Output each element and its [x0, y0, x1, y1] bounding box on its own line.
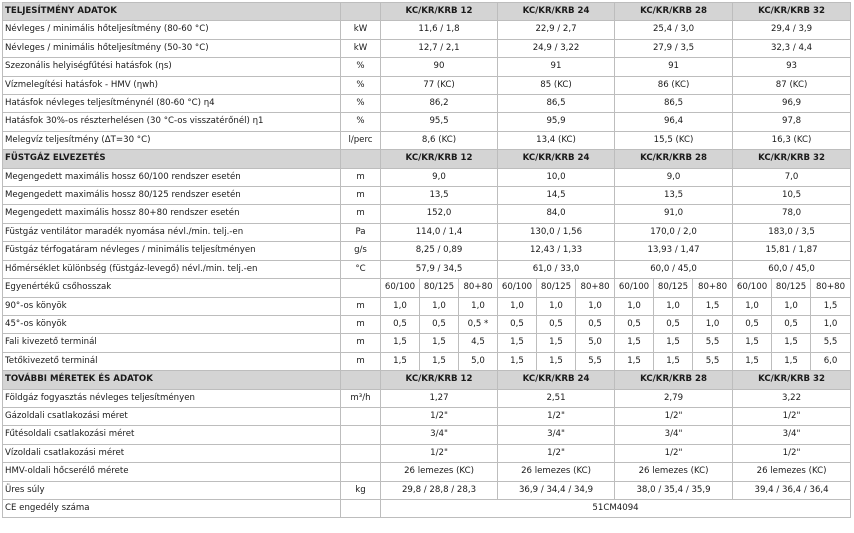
row-unit: % [341, 58, 381, 76]
row-value: 114,0 / 1,4 [381, 223, 498, 241]
row-label: Megengedett maximális hossz 80/125 rendszer esetén [3, 187, 341, 205]
row-value: 0,5 [733, 315, 772, 333]
table-row [3, 297, 851, 315]
row-value: 0,5 [537, 315, 576, 333]
row-value: 1,5 [811, 297, 851, 315]
row-value: 1/2" [615, 444, 733, 462]
row-value: 1,5 [654, 334, 693, 352]
row-label: Névleges / minimális hőteljesítmény (80-60 °C) [3, 21, 341, 39]
row-value: 9,0 [381, 168, 498, 186]
subheader-unit [341, 279, 381, 297]
row-unit: % [341, 76, 381, 94]
row-value: 13,5 [381, 187, 498, 205]
row-value: 1,5 [420, 334, 459, 352]
row-label: Hatásfok névleges teljesítménynél (80-60 °C) η4 [3, 95, 341, 113]
row-value: 0,5 [615, 315, 654, 333]
row-value: 1,5 [615, 352, 654, 370]
ce-label: CE engedély száma [3, 499, 341, 517]
model-header: KC/KR/KRB 12 [381, 3, 498, 21]
row-value: 97,8 [733, 113, 851, 131]
model-header: KC/KR/KRB 28 [615, 371, 733, 389]
row-value: 96,4 [615, 113, 733, 131]
subheader-col: 80+80 [693, 279, 733, 297]
row-value: 0,5 [772, 315, 811, 333]
row-value: 3,22 [733, 389, 851, 407]
subheader-col: 60/100 [498, 279, 537, 297]
row-label: Megengedett maximális hossz 60/100 rendszer esetén [3, 168, 341, 186]
row-value: 32,3 / 4,4 [733, 39, 851, 57]
row-unit [341, 426, 381, 444]
row-value: 38,0 / 35,4 / 35,9 [615, 481, 733, 499]
row-value: 1,0 [537, 297, 576, 315]
section-header [3, 3, 851, 21]
row-unit: m³/h [341, 389, 381, 407]
row-value: 10,0 [498, 168, 615, 186]
model-header: KC/KR/KRB 24 [498, 150, 615, 168]
row-value: 1,0 [615, 297, 654, 315]
row-value: 24,9 / 3,22 [498, 39, 615, 57]
row-value: 0,5 [498, 315, 537, 333]
row-unit [341, 407, 381, 425]
row-unit [341, 444, 381, 462]
row-value: 26 lemezes (KC) [381, 463, 498, 481]
table-row [3, 426, 851, 444]
row-value: 60,0 / 45,0 [615, 260, 733, 278]
ce-value: 51CM4094 [381, 499, 851, 517]
model-header: KC/KR/KRB 28 [615, 3, 733, 21]
table-row [3, 76, 851, 94]
row-unit: kW [341, 21, 381, 39]
row-value: 8,25 / 0,89 [381, 242, 498, 260]
row-value: 15,81 / 1,87 [733, 242, 851, 260]
row-label: Vízmelegítési hatásfok - HMV (ηwh) [3, 76, 341, 94]
subheader-label: Egyenértékű csőhosszak [3, 279, 341, 297]
row-value: 5,0 [576, 334, 615, 352]
section-title: FÜSTGÁZ ELVEZETÉS [3, 150, 341, 168]
row-label: Melegvíz teljesítmény (ΔT=30 °C) [3, 131, 341, 149]
table-row [3, 463, 851, 481]
row-value: 91 [615, 58, 733, 76]
row-value: 1,5 [381, 352, 420, 370]
row-value: 13,5 [615, 187, 733, 205]
subheader-row [3, 279, 851, 297]
row-unit: kg [341, 481, 381, 499]
row-value: 1/2" [381, 407, 498, 425]
row-value: 1/2" [733, 444, 851, 462]
row-label: Hőmérséklet különbség (füstgáz-levegő) névl./min. telj.-en [3, 260, 341, 278]
table-row [3, 39, 851, 57]
row-value: 1,5 [498, 352, 537, 370]
row-value: 26 lemezes (KC) [498, 463, 615, 481]
section-unit-header [341, 371, 381, 389]
row-value: 26 lemezes (KC) [615, 463, 733, 481]
row-value: 4,5 [459, 334, 498, 352]
model-header: KC/KR/KRB 32 [733, 150, 851, 168]
row-value: 91 [498, 58, 615, 76]
row-unit: m [341, 334, 381, 352]
row-value: 1,5 [693, 297, 733, 315]
subheader-col: 60/100 [615, 279, 654, 297]
row-value: 1/2" [615, 407, 733, 425]
row-value: 1,5 [654, 352, 693, 370]
row-value: 1,0 [693, 315, 733, 333]
table-row [3, 58, 851, 76]
row-value: 1/2" [733, 407, 851, 425]
row-value: 61,0 / 33,0 [498, 260, 615, 278]
row-value: 130,0 / 1,56 [498, 223, 615, 241]
row-unit: m [341, 315, 381, 333]
table-row [3, 352, 851, 370]
row-value: 183,0 / 3,5 [733, 223, 851, 241]
row-value: 1/2" [498, 444, 615, 462]
row-value: 77 (KC) [381, 76, 498, 94]
table-row [3, 334, 851, 352]
table-row [3, 205, 851, 223]
section-title: TELJESÍTMÉNY ADATOK [3, 3, 341, 21]
row-unit: Pa [341, 223, 381, 241]
row-value: 85 (KC) [498, 76, 615, 94]
row-value: 1,5 [537, 334, 576, 352]
row-value: 12,7 / 2,1 [381, 39, 498, 57]
table-row [3, 95, 851, 113]
row-value: 14,5 [498, 187, 615, 205]
row-value: 39,4 / 36,4 / 36,4 [733, 481, 851, 499]
row-value: 29,4 / 3,9 [733, 21, 851, 39]
row-value: 86,5 [498, 95, 615, 113]
row-value: 27,9 / 3,5 [615, 39, 733, 57]
row-value: 1,5 [733, 352, 772, 370]
row-value: 25,4 / 3,0 [615, 21, 733, 39]
table-row [3, 481, 851, 499]
row-value: 13,4 (KC) [498, 131, 615, 149]
row-label: Megengedett maximális hossz 80+80 rendszer esetén [3, 205, 341, 223]
section-unit-header [341, 3, 381, 21]
row-value: 13,93 / 1,47 [615, 242, 733, 260]
row-value: 0,5 [654, 315, 693, 333]
row-unit: m [341, 168, 381, 186]
row-value: 1,0 [498, 297, 537, 315]
row-value: 96,9 [733, 95, 851, 113]
row-value: 91,0 [615, 205, 733, 223]
row-unit: m [341, 297, 381, 315]
row-value: 1,5 [420, 352, 459, 370]
row-value: 15,5 (KC) [615, 131, 733, 149]
row-label: Gázoldali csatlakozási méret [3, 407, 341, 425]
subheader-col: 80/125 [772, 279, 811, 297]
row-value: 5,5 [811, 334, 851, 352]
row-unit: g/s [341, 242, 381, 260]
row-label: Hatásfok 30%-os részterhelésen (30 °C-os visszatérőnél) η1 [3, 113, 341, 131]
row-value: 1,0 [811, 315, 851, 333]
table-row [3, 389, 851, 407]
row-value: 1,0 [772, 297, 811, 315]
table-row [3, 21, 851, 39]
row-value: 10,5 [733, 187, 851, 205]
row-label: Fűtésoldali csatlakozási méret [3, 426, 341, 444]
table-row [3, 223, 851, 241]
row-unit: % [341, 113, 381, 131]
row-value: 3/4" [733, 426, 851, 444]
subheader-col: 60/100 [733, 279, 772, 297]
subheader-col: 80/125 [420, 279, 459, 297]
row-value: 0,5 * [459, 315, 498, 333]
row-value: 16,3 (KC) [733, 131, 851, 149]
row-value: 1,5 [772, 334, 811, 352]
table-row [3, 113, 851, 131]
row-value: 1,0 [459, 297, 498, 315]
row-unit: m [341, 205, 381, 223]
row-label: Üres súly [3, 481, 341, 499]
row-value: 1,27 [381, 389, 498, 407]
row-value: 86,5 [615, 95, 733, 113]
row-value: 8,6 (KC) [381, 131, 498, 149]
row-value: 5,5 [576, 352, 615, 370]
subheader-col: 80+80 [811, 279, 851, 297]
row-label: 90°-os könyök [3, 297, 341, 315]
row-value: 152,0 [381, 205, 498, 223]
row-label: Tetőkivezető terminál [3, 352, 341, 370]
section-title: TOVÁBBI MÉRETEK ÉS ADATOK [3, 371, 341, 389]
subheader-col: 80/125 [537, 279, 576, 297]
table-row [3, 260, 851, 278]
row-value: 1,0 [576, 297, 615, 315]
table-row [3, 187, 851, 205]
row-label: HMV-oldali hőcserélő mérete [3, 463, 341, 481]
model-header: KC/KR/KRB 12 [381, 150, 498, 168]
row-value: 11,6 / 1,8 [381, 21, 498, 39]
row-value: 0,5 [381, 315, 420, 333]
row-unit: m [341, 352, 381, 370]
row-value: 7,0 [733, 168, 851, 186]
row-value: 29,8 / 28,8 / 28,3 [381, 481, 498, 499]
row-value: 57,9 / 34,5 [381, 260, 498, 278]
row-value: 5,5 [693, 334, 733, 352]
row-value: 90 [381, 58, 498, 76]
row-value: 1,0 [654, 297, 693, 315]
row-value: 1/2" [498, 407, 615, 425]
row-label: Névleges / minimális hőteljesítmény (50-30 °C) [3, 39, 341, 57]
row-label: Füstgáz ventilátor maradék nyomása névl./min. telj.-en [3, 223, 341, 241]
row-value: 5,0 [459, 352, 498, 370]
row-value: 95,5 [381, 113, 498, 131]
row-unit: l/perc [341, 131, 381, 149]
row-value: 1,5 [615, 334, 654, 352]
row-unit: °C [341, 260, 381, 278]
row-label: Szezonális helyiségfűtési hatásfok (ηs) [3, 58, 341, 76]
subheader-col: 60/100 [381, 279, 420, 297]
row-value: 1,5 [772, 352, 811, 370]
row-value: 1,5 [381, 334, 420, 352]
table-row [3, 242, 851, 260]
section-header [3, 150, 851, 168]
row-value: 84,0 [498, 205, 615, 223]
row-unit: m [341, 187, 381, 205]
ce-unit [341, 499, 381, 517]
row-value: 3/4" [498, 426, 615, 444]
row-label: 45°-os könyök [3, 315, 341, 333]
row-value: 0,5 [576, 315, 615, 333]
row-value: 1,5 [498, 334, 537, 352]
row-value: 6,0 [811, 352, 851, 370]
model-header: KC/KR/KRB 24 [498, 3, 615, 21]
subheader-col: 80+80 [459, 279, 498, 297]
table-row [3, 315, 851, 333]
row-value: 1,0 [420, 297, 459, 315]
row-unit: kW [341, 39, 381, 57]
row-value: 1/2" [381, 444, 498, 462]
row-value: 26 lemezes (KC) [733, 463, 851, 481]
row-value: 5,5 [693, 352, 733, 370]
row-value: 95,9 [498, 113, 615, 131]
table-row [3, 131, 851, 149]
section-unit-header [341, 150, 381, 168]
row-value: 170,0 / 2,0 [615, 223, 733, 241]
row-value: 36,9 / 34,4 / 34,9 [498, 481, 615, 499]
row-label: Vízoldali csatlakozási méret [3, 444, 341, 462]
row-value: 1,5 [537, 352, 576, 370]
model-header: KC/KR/KRB 32 [733, 3, 851, 21]
model-header: KC/KR/KRB 28 [615, 150, 733, 168]
row-value: 1,5 [733, 334, 772, 352]
row-value: 60,0 / 45,0 [733, 260, 851, 278]
row-value: 0,5 [420, 315, 459, 333]
row-value: 9,0 [615, 168, 733, 186]
row-label: Füstgáz térfogatáram névleges / minimális teljesítményen [3, 242, 341, 260]
table-row [3, 168, 851, 186]
row-value: 86 (KC) [615, 76, 733, 94]
row-value: 3/4" [615, 426, 733, 444]
row-value: 22,9 / 2,7 [498, 21, 615, 39]
row-unit [341, 463, 381, 481]
model-header: KC/KR/KRB 12 [381, 371, 498, 389]
row-unit: % [341, 95, 381, 113]
row-value: 86,2 [381, 95, 498, 113]
row-value: 3/4" [381, 426, 498, 444]
table-row [3, 407, 851, 425]
row-value: 78,0 [733, 205, 851, 223]
section-header [3, 371, 851, 389]
row-value: 87 (KC) [733, 76, 851, 94]
spec-table [2, 2, 851, 518]
row-value: 93 [733, 58, 851, 76]
subheader-col: 80+80 [576, 279, 615, 297]
row-value: 2,79 [615, 389, 733, 407]
model-header: KC/KR/KRB 32 [733, 371, 851, 389]
ce-row [3, 499, 851, 517]
row-label: Földgáz fogyasztás névleges teljesítményen [3, 389, 341, 407]
row-value: 1,0 [733, 297, 772, 315]
table-row [3, 444, 851, 462]
row-value: 12,43 / 1,33 [498, 242, 615, 260]
row-value: 1,0 [381, 297, 420, 315]
row-label: Fali kivezető terminál [3, 334, 341, 352]
row-value: 2,51 [498, 389, 615, 407]
model-header: KC/KR/KRB 24 [498, 371, 615, 389]
subheader-col: 80/125 [654, 279, 693, 297]
